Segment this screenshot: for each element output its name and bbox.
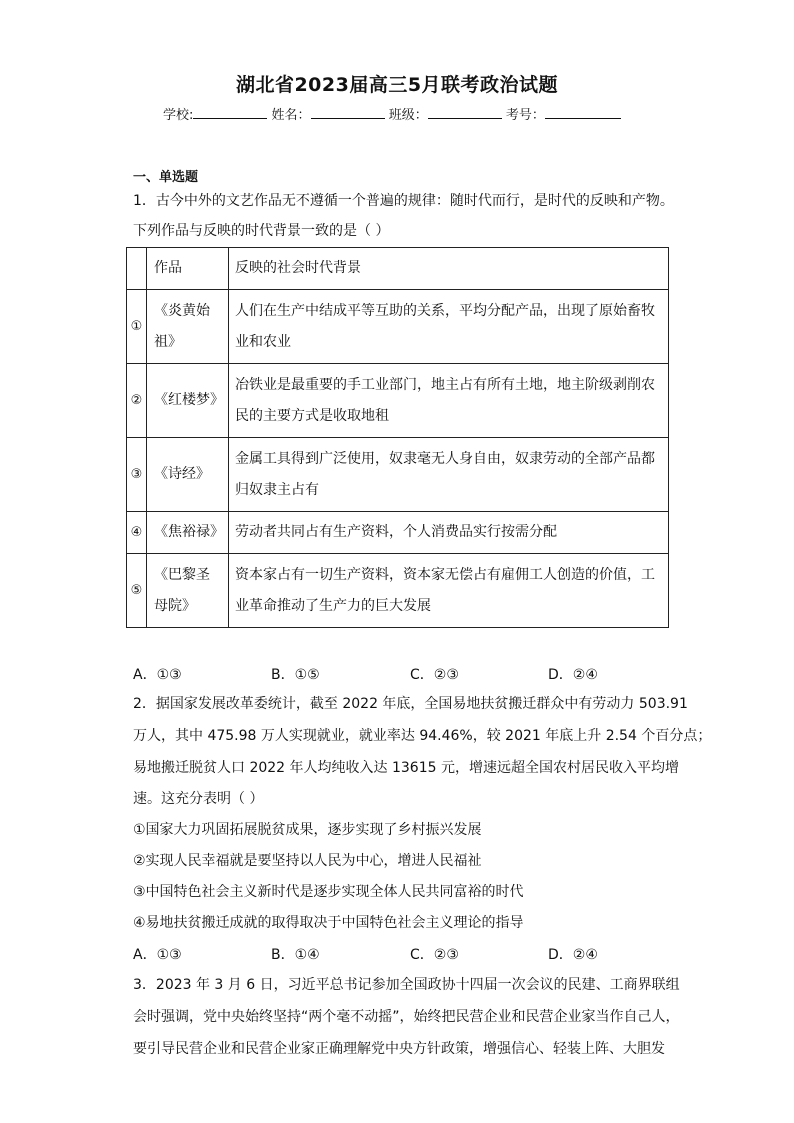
header-index-cell: [127, 248, 147, 290]
q2-statement-1: ①国家大力巩固拓展脱贫成果，逐步实现了乡村振兴发展: [133, 822, 482, 838]
row-background: [229, 512, 669, 554]
q2-statement-2: ②实现人民幸福就是要坚持以人民为中心，增进人民福祉: [133, 853, 482, 869]
row-background-line: 冶铁业是最重要的手工业部门，地主占有所有土地，地主阶级剥削农: [235, 376, 655, 393]
table-header-row: [127, 248, 669, 290]
header-background-cell: 反映的社会时代背景: [229, 248, 669, 290]
table-row: [127, 512, 669, 554]
row-work: [147, 438, 229, 512]
number-label: 考号：: [505, 108, 545, 123]
row-work-line: 《炎黄始: [154, 302, 210, 319]
school-blank[interactable]: [193, 106, 267, 119]
page-title: 湖北省2023届高三5月联考政治试题: [235, 74, 559, 96]
row-index: ①: [127, 290, 147, 364]
row-background: [229, 438, 669, 512]
row-background-line: 劳动者共同占有生产资料，个人消费品实行按需分配: [235, 524, 557, 540]
number-blank[interactable]: [545, 106, 621, 119]
table-row: [127, 290, 669, 364]
q2-stem-line-4: 速。这充分表明（ ）: [133, 791, 264, 807]
row-background-line: 业革命推动了生产力的巨大发展: [235, 597, 431, 614]
option-c[interactable]: C．②③: [410, 667, 459, 683]
q1-table: [126, 247, 669, 628]
row-work-line: 《红楼梦》: [154, 392, 224, 408]
section-title: 一、单选题: [133, 170, 199, 185]
row-work-line: 《巴黎圣: [154, 566, 210, 583]
q3-stem-line-2: 会时强调，党中央始终坚持“两个毫不动摇”，始终把民营企业和民营企业家当作自己人，: [133, 1009, 680, 1025]
header-work-cell: 作品: [147, 248, 229, 290]
q2-stem-line-1: 2．据国家发展改革委统计，截至 2022 年底，全国易地扶贫搬迁群众中有劳动力 503.91: [133, 696, 688, 712]
name-label: 姓名：: [271, 108, 311, 123]
name-blank[interactable]: [311, 106, 385, 119]
q3-stem-line-3: 要引导民营企业和民营企业家正确理解党中央方针政策，增强信心、轻装上阵、大胆发: [133, 1041, 665, 1057]
option-b[interactable]: B．①⑤: [271, 667, 320, 683]
row-background-line: 归奴隶主占有: [235, 481, 319, 498]
row-work: [147, 290, 229, 364]
q1-stem-line-1: 1．古今中外的文艺作品无不遵循一个普遍的规律：随时代而行，是时代的反映和产物。: [133, 193, 674, 209]
table-row: [127, 554, 669, 628]
row-work: [147, 512, 229, 554]
option-d[interactable]: D．②④: [548, 947, 598, 963]
row-background: [229, 364, 669, 438]
q2-statement-3: ③中国特色社会主义新时代是逐步实现全体人民共同富裕的时代: [133, 884, 524, 900]
q3-stem-line-1: 3．2023 年 3 月 6 日，习近平总书记参加全国政协十四届一次会议的民建、工商界联组: [133, 977, 680, 993]
option-d[interactable]: D．②④: [548, 667, 598, 683]
row-background-line: 人们在生产中结成平等互助的关系，平均分配产品，出现了原始畜牧: [235, 302, 655, 319]
row-index: ④: [127, 512, 147, 554]
row-index: ⑤: [127, 554, 147, 628]
school-label: 学校:: [163, 108, 194, 123]
row-work-line: 祖》: [154, 333, 182, 350]
row-index: ③: [127, 438, 147, 512]
row-background-line: 业和农业: [235, 333, 291, 350]
row-background-line: 金属工具得到广泛使用，奴隶毫无人身自由，奴隶劳动的全部产品都: [235, 450, 655, 467]
row-background: [229, 290, 669, 364]
row-background-line: 民的主要方式是收取地租: [235, 407, 389, 424]
row-index: ②: [127, 364, 147, 438]
q2-stem-line-2: 万人，其中 475.98 万人实现就业，就业率达 94.46%，较 2021 年底上升 2.54 个百分点；: [133, 728, 712, 744]
q2-stem-line-3: 易地搬迁脱贫人口 2022 年人均纯收入达 13615 元，增速远超全国农村居民收入平均增: [133, 760, 679, 776]
table-row: [127, 438, 669, 512]
option-a[interactable]: A．①③: [133, 667, 182, 683]
table-row: [127, 364, 669, 438]
student-info-line: [163, 104, 621, 123]
option-c[interactable]: C．②③: [410, 947, 459, 963]
class-label: 班级：: [388, 108, 428, 123]
option-b[interactable]: B．①④: [271, 947, 320, 963]
row-work-line: 《诗经》: [154, 466, 210, 482]
row-work: [147, 554, 229, 628]
q2-statement-4: ④易地扶贫搬迁成就的取得取决于中国特色社会主义理论的指导: [133, 915, 524, 931]
row-background-line: 资本家占有一切生产资料，资本家无偿占有雇佣工人创造的价值，工: [235, 566, 655, 583]
option-a[interactable]: A．①③: [133, 947, 182, 963]
row-background: [229, 554, 669, 628]
q1-stem-line-2: 下列作品与反映的时代背景一致的是（ ）: [133, 223, 390, 239]
row-work: [147, 364, 229, 438]
class-blank[interactable]: [428, 106, 502, 119]
row-work-line: 《焦裕禄》: [154, 524, 224, 540]
row-work-line: 母院》: [154, 597, 196, 614]
